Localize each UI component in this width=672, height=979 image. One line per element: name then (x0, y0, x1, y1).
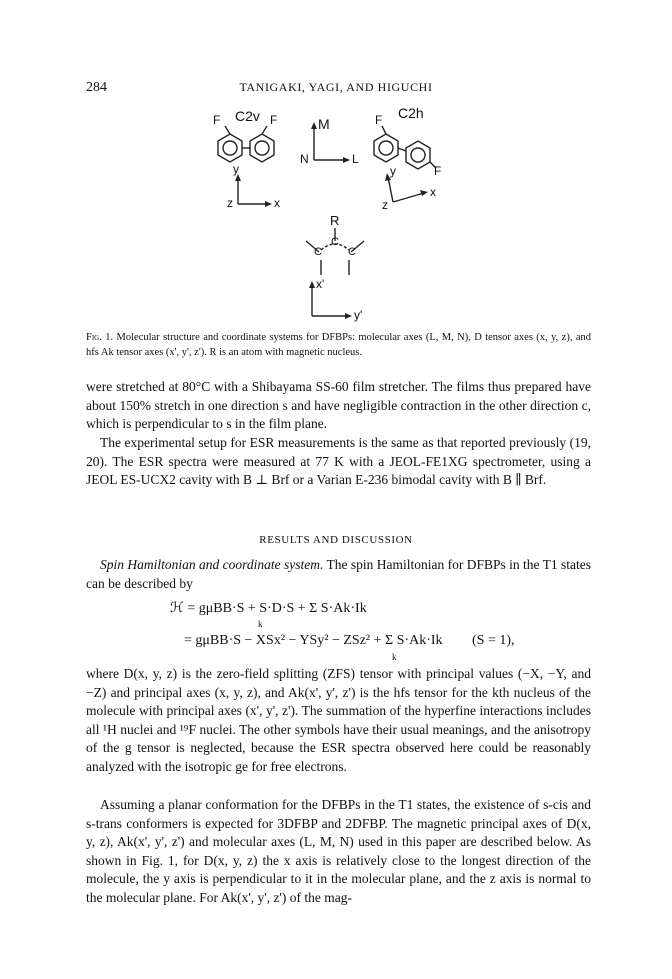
label-c-2: C (331, 236, 339, 248)
label-n: N (300, 152, 309, 166)
label-y-right: y (390, 164, 396, 178)
paragraph-3-lead: Spin Hamiltonian and coordinate system. (100, 557, 324, 572)
equation-2-index: k (392, 652, 397, 662)
equation-1-index: k (258, 619, 263, 629)
label-f-3: F (375, 113, 383, 127)
label-l: L (352, 152, 359, 166)
c2h-molecule (374, 126, 436, 169)
caption-text: Molecular structure and coordinate systems for DFBPs: molecular axes (L, M, N), D tensor axes (x, y, z), and hfs Ak tensor axes (x', y', z'). R is an atom with magnetic nucleus. (86, 332, 591, 358)
label-c-1: C (314, 246, 322, 258)
figure-1 (190, 100, 480, 330)
page-number: 284 (86, 80, 107, 95)
caption-lead: Fig. 1. (86, 332, 114, 343)
label-r: R (330, 213, 340, 228)
running-head: TANIGAKI, YAGI, AND HIGUCHI (239, 80, 433, 94)
label-y: y (233, 162, 239, 176)
c2v-axes (235, 174, 272, 207)
label-xprime: x' (316, 277, 325, 291)
label-c2h: C2h (398, 105, 424, 121)
equation-2-note: (S = 1), (472, 633, 515, 648)
c2v-molecule (218, 126, 274, 162)
label-c2v: C2v (235, 108, 260, 124)
paragraph-5: Assuming a planar conformation for the DFBPs in the T1 states, the existence of s-cis and s-trans conformers is expected for 3DFBP and 2DFBP. The magnetic principal axes of D(x, y, z), Ak(x', y', z') and molecular axes (L, M, N) used in this paper are described below. As shown in Fig. 1, for D(x, y, z) the x axis is relatively close to the longest direction of the molecule, the y axis is perpendicular to it in the molecular plane, and the z axis is normal to the molecular plane. For Ak(x', y', z') of the mag- (86, 797, 591, 905)
label-f-4: F (434, 164, 442, 178)
equation-1: ℋ = gμBB·S + S·D·S + Σ S·Ak·Ik (170, 601, 367, 616)
label-z: z (227, 196, 233, 210)
label-c-3: C (348, 246, 356, 258)
paragraph-3 (86, 556, 591, 593)
figure-caption (86, 330, 591, 360)
paragraph-2: The experimental setup for ESR measurements is the same as that reported previously (19, 20). The ESR spectra were measured at 77 K with a JEOL-FE1XG spectrometer, using a JEOL ES-UCX2 cavity with B ⊥ Brf or a Varian E-236 bimodal cavity with B ∥ Brf. (86, 435, 591, 488)
paragraph-4: where D(x, y, z) is the zero-field splitting (ZFS) tensor with principal values (−X, −Y, and −Z) and principal axes (x, y, z), and Ak(x', y', z') is the hfs tensor for the kth nucleus of the molecule with principal axes (x', y', z'). The summation of the hyperfine interactions includes all ¹H nuclei and ¹⁹F nuclei. The other symbols have their usual meanings, and the anisotropy of the g tensor is neglected, because the ESR spectra observed here could be reasonably analyzed with the isotropic ge for free electrons. (86, 666, 591, 774)
label-x-right: x (430, 185, 436, 199)
label-f-2: F (270, 113, 278, 127)
molecular-axes (311, 122, 350, 163)
label-m: M (318, 116, 330, 132)
section-heading: RESULTS AND DISCUSSION (259, 534, 413, 546)
label-f-1: F (213, 113, 221, 127)
label-x: x (274, 196, 280, 210)
equation-2: = gμBB·S − XSx² − YSy² − ZSz² + Σ S·Ak·Ik (184, 633, 443, 648)
paragraph-3-text: The spin Hamiltonian for DFBPs in the T1 states can be described by (86, 557, 592, 591)
label-z-right: z (382, 198, 388, 212)
label-yprime: y' (354, 308, 363, 322)
paragraph-1: were stretched at 80°C with a Shibayama SS-60 film stretcher. The films thus prepared have about 150% stretch in one direction s and have negligible contraction in the other direction c, which is perpendicular to s in the film plane. (86, 379, 591, 432)
